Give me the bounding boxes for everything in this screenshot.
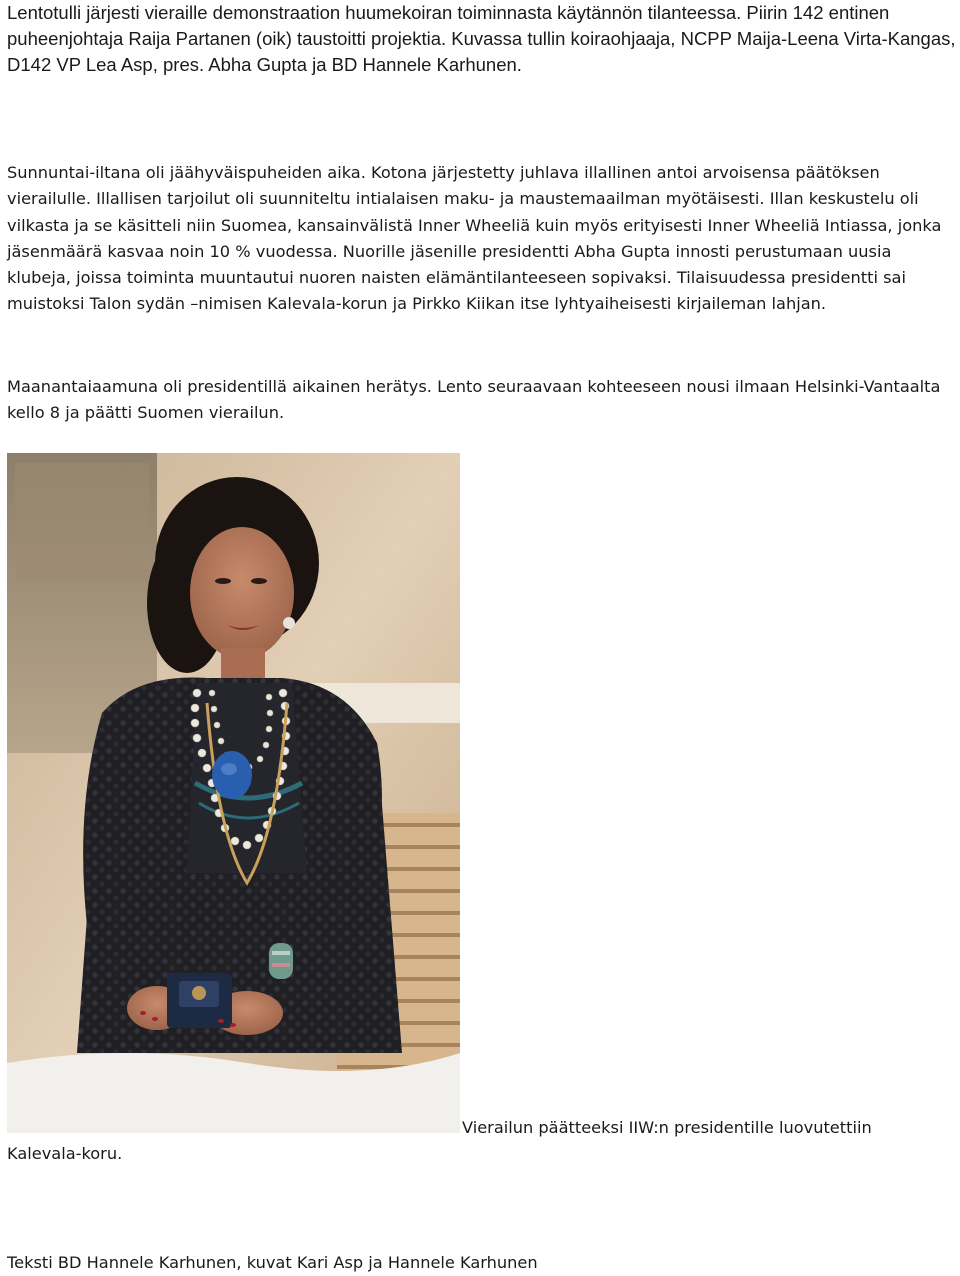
article-credit: Teksti BD Hannele Karhunen, kuvat Kari Asp ja Hannele Karhunen (7, 1253, 538, 1272)
paragraph-airport-demo: Lentotulli järjesti vieraille demonstraation huumekoiran toiminnasta käytännön tilanteessa. Piirin 142 entinen puheenjohtaja Raija Partanen (oik) taustoitti projektia. Kuvassa tullin koiraohjaaja, NCPP Maija-Leena Virta-Kangas, D142 VP Lea Asp, pres. Abha Gupta ja BD Hannele Karhunen. (7, 2, 956, 75)
photo-caption-part-1: Vierailun päätteeksi IIW:n presidentille luovutettiin (462, 1118, 872, 1137)
paragraph-farewell-dinner: Sunnuntai-iltana oli jäähyväispuheiden aika. Kotona järjestetty juhlava illallinen antoi arvoisensa päätöksen vierailulle. Illallisen tarjoilut oli suunniteltu intialaisen maku- ja maustemaailman myötäisesti. Illan keskustelu oli vilkasta ja se käsitteli niin Suomea, kansainvälistä Inner Wheeliä kuin myös erityisesti Inner Wheeliä Intiassa, jonka jäsenmäärä kasvaa noin 10 % vuodessa. Nuorille jäsenille presidentti Abha Gupta innosti perustumaan uusia klubeja, joissa toiminta muuntautui nuoren naisten elämäntilanteeseen sopivaksi. Tilaisuudessa presidentti sai muistoksi Talon sydän –nimisen Kalevala-korun ja Pirkko Kiikan itse lyhtyaiheisesti kirjaileman lahjan. (7, 163, 942, 314)
paragraph-departure: Maanantaiaamuna oli presidentillä aikainen herätys. Lento seuraavaan kohteeseen nousi ilmaan Helsinki-Vantaalta kello 8 ja päätti Suomen vierailun. (7, 377, 941, 423)
photo-caption-part-2: Kalevala-koru. (7, 1144, 123, 1163)
photo-president-with-gift (7, 453, 460, 1133)
photo-illustration (7, 453, 460, 1133)
